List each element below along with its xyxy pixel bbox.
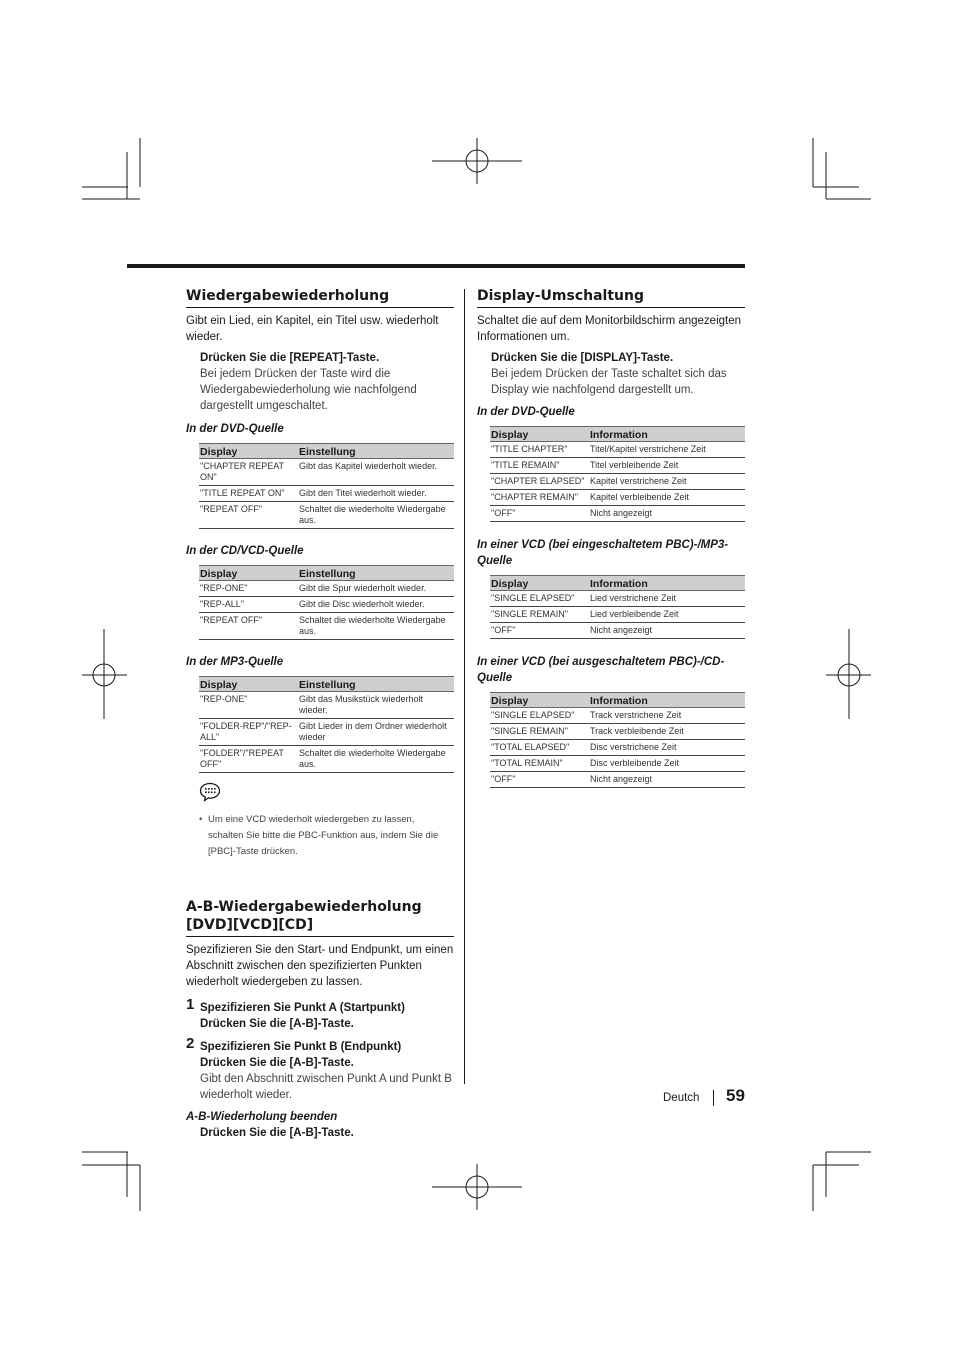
table-header: Display [199, 444, 298, 459]
table-header: Display [199, 677, 298, 692]
table-cell: "REP-ONE" [199, 692, 298, 719]
table-cell: Disc verstrichene Zeit [589, 740, 745, 756]
table-cell: Kapitel verstrichene Zeit [589, 474, 745, 490]
table-cell: "OFF" [490, 506, 589, 522]
table-row [199, 692, 454, 719]
footer-separator [713, 1090, 714, 1106]
table-row [490, 756, 745, 772]
table-cell: Schaltet die wiederholte Wiedergabe aus. [298, 613, 454, 640]
table-header: Einstellung [298, 566, 454, 581]
ab-step-1 [186, 996, 454, 1032]
table-cell: "TITLE REMAIN" [490, 458, 589, 474]
table-cell: Schaltet die wiederholte Wiedergabe aus. [298, 746, 454, 773]
table-row [490, 740, 745, 756]
display-vcd-on-table [490, 575, 745, 639]
section-title-ab [186, 898, 454, 937]
table-row [490, 490, 745, 506]
table-cell: "SINGLE ELAPSED" [490, 591, 589, 607]
ab-end-label: A-B-Wiederholung beenden [186, 1111, 338, 1123]
repeat-mp3-label: In der MP3-Quelle [186, 656, 284, 668]
table-cell: Disc verbleibende Zeit [589, 756, 745, 772]
ab-title-line1: A-B-Wiedergabewiederholung [186, 899, 422, 915]
table-cell: "FOLDER-REP"/"REP-ALL" [199, 719, 298, 746]
table-cell: "REPEAT OFF" [199, 502, 298, 529]
table-row [490, 591, 745, 607]
note-item: • Um eine VCD wiederholt wiedergeben zu lassen, schalten Sie bitte die PBC-Funktion aus, indem Sie die [PBC]-Taste drücken. [199, 814, 439, 857]
note-speech-icon [199, 782, 221, 802]
table-cell: Gibt das Kapitel wiederholt wieder. [298, 459, 454, 486]
section-title-repeat: Wiedergabewiederholung [186, 287, 454, 308]
section-title-display: Display-Umschaltung [477, 287, 745, 308]
ab-step-2 [186, 1035, 454, 1103]
table-cell: Lied verstrichene Zeit [589, 591, 745, 607]
page-footer [662, 1086, 746, 1109]
column-divider [464, 289, 465, 1084]
table-row [490, 474, 745, 490]
table-cell: Gibt den Titel wiederholt wieder. [298, 486, 454, 502]
table-cell: "SINGLE REMAIN" [490, 607, 589, 623]
table-cell: "TOTAL REMAIN" [490, 756, 589, 772]
table-row [199, 746, 454, 773]
ab-title-line2: [DVD][VCD][CD] [186, 917, 314, 933]
table-cell: Schaltet die wiederholte Wiedergabe aus. [298, 502, 454, 529]
repeat-step [186, 350, 454, 414]
header-rule [127, 264, 745, 268]
table-cell: Lied verbleibende Zeit [589, 607, 745, 623]
table-cell: "SINGLE REMAIN" [490, 724, 589, 740]
page-number: 59 [726, 1086, 745, 1105]
table-row [199, 486, 454, 502]
table-cell: Nicht angezeigt [589, 772, 745, 788]
table-cell: "TOTAL ELAPSED" [490, 740, 589, 756]
repeat-mp3-table [199, 676, 454, 773]
table-header: Information [589, 693, 745, 708]
repeat-step-action: Drücken Sie die [REPEAT]-Taste. [200, 352, 380, 364]
table-cell: "TITLE CHAPTER" [490, 442, 589, 458]
table-cell: Track verstrichene Zeit [589, 708, 745, 724]
repeat-dvd-label: In der DVD-Quelle [186, 423, 284, 435]
table-cell: "REP-ALL" [199, 597, 298, 613]
table-row [199, 597, 454, 613]
table-row [490, 772, 745, 788]
table-header: Display [199, 566, 298, 581]
display-step-desc: Bei jedem Drücken der Taste schaltet sich das Display wie nachfolgend dargestellt um. [491, 368, 727, 396]
step-title: Spezifizieren Sie Punkt B (Endpunkt) [200, 1041, 402, 1053]
table-row [490, 708, 745, 724]
table-row [199, 719, 454, 746]
table-header: Einstellung [298, 677, 454, 692]
table-cell: Track verbleibende Zeit [589, 724, 745, 740]
table-cell: Nicht angezeigt [589, 506, 745, 522]
table-cell: "OFF" [490, 772, 589, 788]
table-row [490, 623, 745, 639]
step-number: 2 [186, 1035, 195, 1052]
step-title: Spezifizieren Sie Punkt A (Startpunkt) [200, 1002, 405, 1014]
table-cell: "TITLE REPEAT ON" [199, 486, 298, 502]
table-cell: Gibt die Spur wiederholt wieder. [298, 581, 454, 597]
table-row [490, 724, 745, 740]
table-row [199, 613, 454, 640]
ab-end-step [186, 1125, 454, 1141]
repeat-intro: Gibt ein Lied, ein Kapitel, ein Titel usw. wiederholt wieder. [186, 315, 439, 343]
table-cell: "CHAPTER REMAIN" [490, 490, 589, 506]
step-action: Drücken Sie die [A-B]-Taste. [200, 1018, 354, 1030]
table-row [490, 442, 745, 458]
footer-language: Deutch [663, 1092, 700, 1104]
table-cell: Gibt die Disc wiederholt wieder. [298, 597, 454, 613]
table-row [490, 458, 745, 474]
table-header: Einstellung [298, 444, 454, 459]
step-action: Drücken Sie die [A-B]-Taste. [200, 1057, 354, 1069]
table-header: Display [490, 427, 589, 442]
table-cell: "OFF" [490, 623, 589, 639]
repeat-step-desc: Bei jedem Drücken der Taste wird die Wiedergabewiederholung wie nachfolgend dargestellt umgeschaltet. [200, 368, 417, 412]
table-row [199, 581, 454, 597]
table-header: Information [589, 576, 745, 591]
note-text: Um eine VCD wiederholt wiedergeben zu lassen, schalten Sie bitte die PBC-Funktion aus, indem Sie die [PBC]-Taste drücken. [208, 814, 439, 857]
table-cell: "FOLDER"/"REPEAT OFF" [199, 746, 298, 773]
table-cell: Nicht angezeigt [589, 623, 745, 639]
table-cell: "REP-ONE" [199, 581, 298, 597]
display-step [477, 350, 745, 398]
table-cell: Kapitel verbleibende Zeit [589, 490, 745, 506]
table-cell: "SINGLE ELAPSED" [490, 708, 589, 724]
table-header: Display [490, 693, 589, 708]
table-row [490, 506, 745, 522]
table-cell: Titel/Kapitel verstrichene Zeit [589, 442, 745, 458]
table-row [490, 607, 745, 623]
step-number: 1 [186, 996, 195, 1013]
ab-end-action: Drücken Sie die [A-B]-Taste. [200, 1127, 354, 1139]
ab-intro: Spezifizieren Sie den Start- und Endpunkt, um einen Abschnitt zwischen den spezifizierten Punkten wiederholt wiedergeben zu lassen. [186, 944, 454, 988]
display-vcd-on-label: In einer VCD (bei eingeschaltetem PBC)-/MP3-Quelle [477, 539, 729, 567]
table-header: Display [490, 576, 589, 591]
display-dvd-label: In der DVD-Quelle [477, 406, 575, 418]
table-cell: Gibt das Musikstück wiederholt wieder. [298, 692, 454, 719]
repeat-dvd-table [199, 443, 454, 529]
table-header: Information [589, 427, 745, 442]
display-step-action: Drücken Sie die [DISPLAY]-Taste. [491, 352, 674, 364]
table-cell: "REPEAT OFF" [199, 613, 298, 640]
display-intro: Schaltet die auf dem Monitorbildschirm angezeigten Informationen um. [477, 315, 742, 343]
display-vcd-off-table [490, 692, 745, 788]
step-desc: Gibt den Abschnitt zwischen Punkt A und Punkt B wiederholt wieder. [200, 1073, 452, 1101]
table-cell: Gibt Lieder in dem Ordner wiederholt wieder [298, 719, 454, 746]
display-dvd-table [490, 426, 745, 522]
display-vcd-off-label: In einer VCD (bei ausgeschaltetem PBC)-/CD-Quelle [477, 656, 725, 684]
table-row [199, 459, 454, 486]
table-row [199, 502, 454, 529]
table-cell: "CHAPTER ELAPSED" [490, 474, 589, 490]
table-cell: "CHAPTER REPEAT ON" [199, 459, 298, 486]
repeat-cdvcd-label: In der CD/VCD-Quelle [186, 545, 304, 557]
table-cell: Titel verbleibende Zeit [589, 458, 745, 474]
repeat-cdvcd-table [199, 565, 454, 640]
left-column [186, 287, 454, 1141]
right-column [477, 287, 745, 788]
